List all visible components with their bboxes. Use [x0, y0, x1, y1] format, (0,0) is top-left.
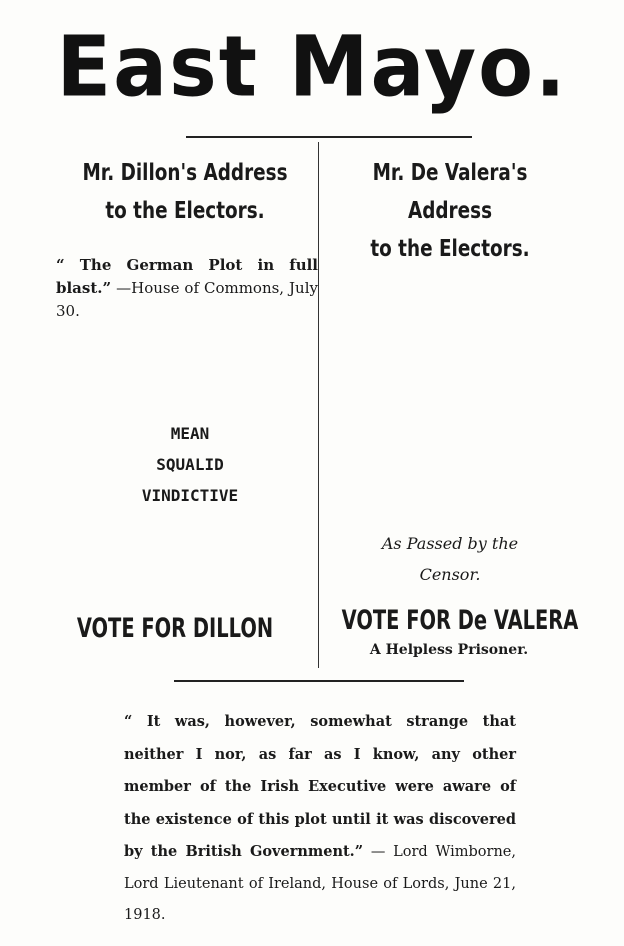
censor-note-line1: As Passed by the: [381, 534, 519, 553]
devalera-heading-line1: Mr. De Valera's Address: [372, 160, 528, 224]
bottom-rule: [174, 680, 464, 682]
german-plot-quote-source: —House of Commons, July 30.: [56, 279, 318, 320]
dillon-heading-line1: Mr. Dillon's Address: [82, 160, 288, 186]
helpless-prisoner-note: A Helpless Prisoner.: [369, 642, 529, 658]
vote-devalera: VOTE FOR De VALERA: [341, 605, 579, 636]
word-mean: MEAN: [170, 424, 210, 443]
dillon-heading-line2: to the Electors.: [105, 198, 265, 224]
column-divider: [318, 142, 319, 668]
vote-dillon: VOTE FOR DILLON: [76, 613, 274, 644]
wimborne-quote: [124, 706, 516, 932]
devalera-address-heading: [334, 154, 566, 268]
german-plot-quote: [56, 254, 318, 323]
german-plot-quote-text: “ The German Plot in full blast.”: [56, 256, 318, 297]
word-vindictive: VINDICTIVE: [141, 486, 239, 505]
dillon-address-heading: [77, 154, 293, 230]
censor-note-line2: Censor.: [419, 565, 481, 584]
wimborne-quote-text: “ It was, however, somewhat strange that neither I nor, as far as I know, any other member of the Irish Executive were aware of the existence of this plot until it was discovered by the British Government.”: [124, 713, 516, 860]
top-rule: [186, 136, 472, 138]
censor-note: [338, 528, 562, 590]
word-squalid: SQUALID: [156, 455, 224, 474]
devalera-heading-line2: to the Electors.: [370, 236, 530, 262]
poster-title: East Mayo.: [56, 17, 568, 116]
descriptor-words: [100, 418, 280, 511]
wimborne-quote-attribution: — Lord Wimborne, Lord Lieutenant of Ireland, House of Lords, June 21, 1918.: [124, 844, 516, 923]
